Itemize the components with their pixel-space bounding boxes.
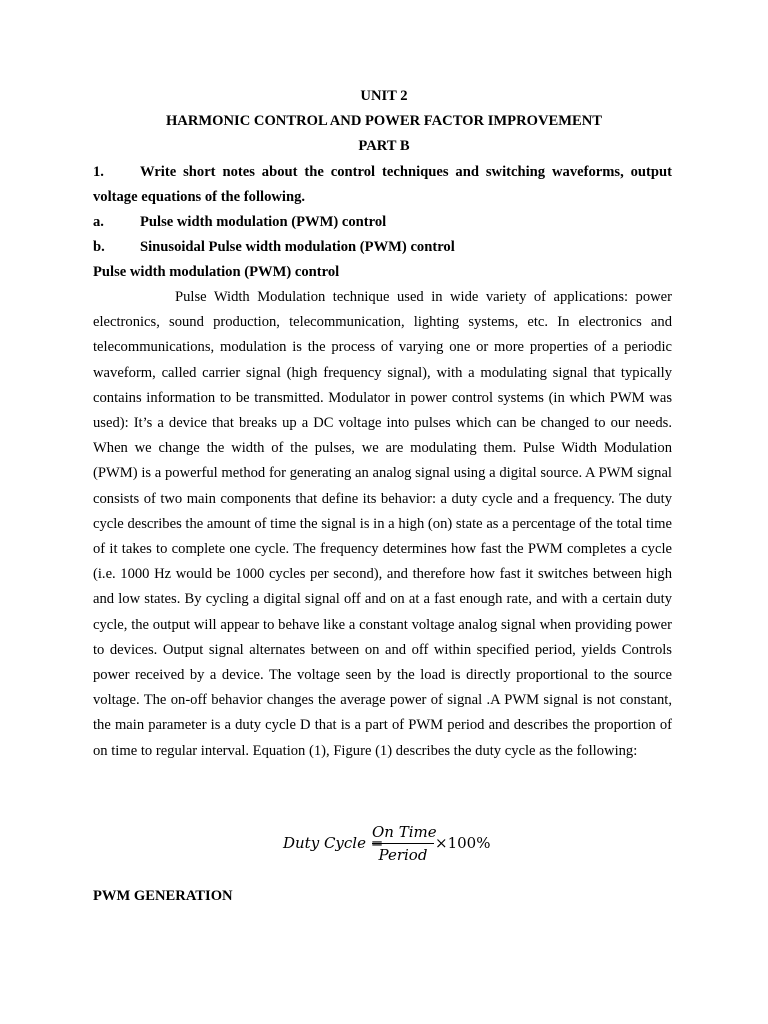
fraction-bar <box>372 843 434 844</box>
formula-fraction <box>372 822 437 865</box>
item-a-text: Pulse width modulation (PWM) control <box>140 214 387 230</box>
question-text-line-1: Write short notes about the control techniques and switching waveforms, output <box>140 164 672 180</box>
question-number: 1. <box>93 164 104 180</box>
unit-title: UNIT 2 <box>360 88 408 104</box>
item-a-label: a. <box>93 214 104 230</box>
item-b-text: Sinusoidal Pulse width modulation (PWM) control <box>140 239 455 255</box>
item-b-label: b. <box>93 239 105 255</box>
section-heading: Pulse width modulation (PWM) control <box>93 264 340 280</box>
formula-lhs: Duty Cycle = <box>283 834 384 852</box>
part-title: PART B <box>358 138 410 154</box>
body-paragraph: Pulse Width Modulation technique used in wide variety of applications: power electronics, sound production, telecommunication, lighting systems, etc. In electronics and telecommunications, modulation is the process of varying one or more properties of a periodic waveform, called carrier signal (high frequency signal), with a modulating signal that typically contains information to be transmitted. Modulator in power control systems (in which PWM was used): It’s a device that breaks up a DC voltage into pulses which can be changed to our needs. When we change the width of the pulses, we are modulating them. Pulse Width Modulation (PWM) is a powerful method for generating an analog signal using a digital source. A PWM signal consists of two main components that define its behavior: a duty cycle and a frequency. The duty cycle describes the amount of time the signal is in a high (on) state as a percentage of the total time of it takes to complete one cycle. The frequency determines how fast the PWM completes a cycle (i.e. 1000 Hz would be 1000 cycles per second), and therefore how fast it switches between high and low states. By cycling a digital signal off and on at a fast enough rate, and with a certain duty cycle, the output will appear to behave like a constant voltage analog signal when providing power to devices. Output signal alternates between on and off within specified period, yields Controls power received by a device. The voltage seen by the load is directly proportional to the source voltage. The on-off behavior changes the average power of signal .A PWM signal is not constant, the main parameter is a duty cycle D that is a part of PWM period and describes the proportion of on time to regular interval. Equation (1), Figure (1) describes the duty cycle as the following: <box>93 289 672 759</box>
formula-rhs: ×100% <box>435 834 491 852</box>
pwm-generation-heading: PWM GENERATION <box>93 888 233 904</box>
formula-denominator: Period <box>378 846 428 864</box>
question-text-line-2: voltage equations of the following. <box>93 189 306 205</box>
chapter-title: HARMONIC CONTROL AND POWER FACTOR IMPROVEMENT <box>165 113 603 129</box>
formula-numerator: On Time <box>372 823 437 841</box>
